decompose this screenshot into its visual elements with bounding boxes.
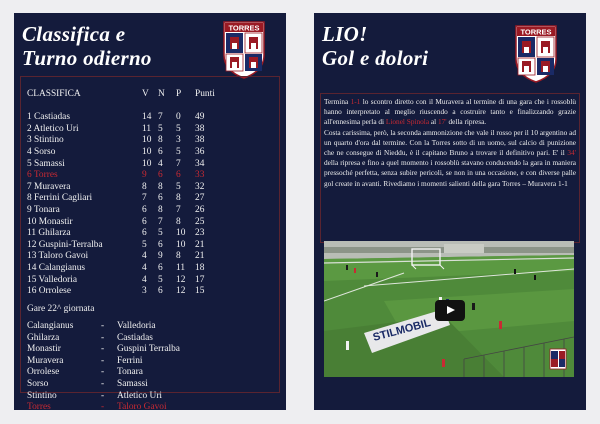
losses: 7: [176, 158, 181, 169]
home-team: Monastir: [27, 344, 61, 355]
list-item: [27, 333, 275, 344]
draws: 5: [158, 274, 163, 285]
page-title: [22, 22, 152, 70]
points: 23: [195, 228, 205, 239]
table-row: [27, 205, 275, 216]
team-name: 3 Stintino: [27, 135, 64, 146]
header-wins: V: [142, 89, 149, 99]
away-team: Atletico Uri: [117, 390, 163, 401]
standings-header: [27, 89, 275, 100]
match-separator: -: [101, 379, 105, 389]
team-name: 10 Monastir: [27, 216, 73, 227]
highlights-video[interactable]: [324, 241, 574, 377]
wins: 10: [142, 147, 152, 157]
article-text: [324, 97, 576, 189]
article-text-segment: al: [429, 117, 438, 127]
losses: 5: [176, 123, 181, 134]
round-label: [27, 304, 275, 315]
article-text-segment: Costa carissima, però, la seconda ammonizione che vale il rosso per il 10 argentino ad un quarto d'ora dal termine. Con la Torres sotto di un uomo, sul calcio di punizione che ne consegue di Nieddu, è il capitano Bruno a trovare il definitivo pari. E' il: [324, 127, 576, 158]
table-row: [27, 228, 275, 239]
wins: 10: [142, 158, 152, 169]
logo-text: TORRES: [520, 27, 552, 37]
losses: 6: [176, 170, 181, 181]
wins: 7: [142, 193, 147, 204]
points: 21: [195, 251, 205, 262]
wins: 14: [142, 112, 152, 123]
draws: 7: [158, 112, 163, 123]
title-line-2: Gol e dolori: [322, 46, 429, 70]
draws: 6: [158, 239, 163, 250]
points: 15: [195, 286, 205, 297]
standings-box: [20, 76, 280, 410]
away-team: Guspini Terralba: [117, 344, 180, 355]
logo-text: TORRES: [228, 23, 260, 33]
header-losses: P: [176, 89, 182, 99]
table-row: [27, 275, 275, 286]
table-row: [27, 112, 275, 123]
table-row: [27, 182, 275, 193]
round-title: Gare 22^ giornata: [27, 303, 95, 314]
scorer-name: Lionel Spinola: [385, 117, 430, 127]
article-text-segment: della ripresa e fino a quel momento i rossoblù stavano conducendo la gara in maniera pressoché perfetta, senza subire pericoli, se non in una occasione, e con diverse palle gol create in avanti. Rivediamo i momenti salienti della gara Torres – Muravera 1-1: [324, 158, 576, 188]
article-text-segment: lo scontro diretto con il Muravera al termine di una gara che i rossoblù hanno interpretato al meglio riuscendo a costruire tanto e finalizzando grazie all'ennesima perla di: [324, 97, 576, 127]
home-team: Calangianus: [27, 321, 74, 331]
header-team: CLASSIFICA: [27, 89, 81, 99]
article-title: [322, 22, 428, 70]
table-row: [27, 170, 275, 181]
team-name: 6 Torres: [27, 170, 58, 181]
standings-panel: [14, 13, 286, 410]
list-item: [27, 367, 275, 378]
losses: 8: [176, 251, 181, 262]
wins: 6: [142, 205, 147, 215]
wins: 4: [142, 251, 147, 262]
table-row: [27, 135, 275, 146]
points: 49: [195, 112, 205, 123]
header-points: Punti: [195, 89, 215, 99]
home-team: Orrolese: [27, 367, 60, 378]
losses: 8: [176, 216, 181, 227]
points: 32: [195, 181, 205, 192]
team-name: 1 Castiadas: [27, 112, 70, 123]
team-name: 5 Samassi: [27, 158, 65, 169]
table-row: [27, 124, 275, 135]
home-team: Ghilarza: [27, 332, 60, 343]
table-row: [27, 240, 275, 251]
list-item: [27, 402, 275, 410]
draws: 9: [158, 251, 163, 262]
losses: 11: [176, 263, 186, 273]
team-name: 7 Muravera: [27, 181, 71, 192]
draws: 4: [158, 158, 163, 169]
match-score: 1-1: [350, 97, 361, 106]
losses: 12: [176, 286, 186, 297]
team-name: 8 Ferrini Cagliari: [27, 193, 93, 204]
points: 38: [195, 135, 205, 146]
match-separator: -: [101, 390, 105, 401]
points: 33: [195, 170, 205, 181]
points: 25: [195, 216, 205, 227]
header-draws: N: [158, 89, 165, 99]
goal-minute: 34': [567, 148, 576, 158]
match-separator: -: [101, 321, 105, 331]
torres-logo-icon: [550, 349, 566, 369]
table-row: [27, 251, 275, 262]
points: 26: [195, 205, 205, 215]
draws: 6: [158, 263, 163, 273]
losses: 0: [176, 112, 181, 123]
team-name: 15 Valledoria: [27, 274, 78, 285]
team-name: 9 Tonara: [27, 205, 60, 215]
losses: 7: [176, 205, 181, 215]
match-separator: -: [101, 355, 105, 366]
table-row: [27, 147, 275, 158]
losses: 5: [176, 147, 181, 157]
title-line-1: Classifica e: [22, 22, 126, 46]
draws: 5: [158, 123, 163, 134]
wins: 10: [142, 135, 152, 146]
wins: 9: [142, 170, 147, 181]
article-text-segment: Termina: [324, 97, 351, 106]
team-name: 13 Taloro Gavoi: [27, 251, 89, 262]
torres-logo-icon: [222, 21, 266, 79]
team-name: 4 Sorso: [27, 147, 56, 157]
table-row: [27, 193, 275, 204]
away-team: Taloro Gavoi: [117, 402, 167, 410]
wins: 6: [142, 228, 147, 239]
table-row: [27, 286, 275, 297]
wins: 4: [142, 274, 147, 285]
points: 34: [195, 158, 205, 169]
banner-text: STILMOBIL: [371, 316, 433, 344]
home-team: Torres: [27, 402, 51, 410]
wins: 8: [142, 181, 147, 192]
match-separator: -: [101, 332, 105, 343]
article-text-segment: della ripresa.: [446, 117, 487, 127]
losses: 10: [176, 228, 186, 239]
title-line-2: Turno odierno: [22, 46, 152, 70]
home-team: Muravera: [27, 355, 64, 366]
wins: 3: [142, 286, 147, 297]
list-item: [27, 379, 275, 390]
table-row: [27, 263, 275, 274]
wins: 6: [142, 216, 147, 227]
team-name: 12 Guspini-Terralba: [27, 239, 103, 250]
draws: 8: [158, 135, 163, 146]
home-team: Sorso: [27, 379, 49, 389]
away-team: Tonara: [117, 367, 143, 378]
match-separator: -: [101, 367, 105, 378]
match-separator: -: [101, 402, 105, 410]
title-line-1: LIO!: [322, 22, 368, 46]
losses: 10: [176, 239, 186, 250]
points: 21: [195, 239, 205, 250]
draws: 8: [158, 181, 163, 192]
points: 17: [195, 274, 205, 285]
points: 18: [195, 263, 205, 273]
draws: 7: [158, 216, 163, 227]
article-box: [320, 93, 580, 243]
wins: 11: [142, 123, 152, 134]
draws: 8: [158, 205, 163, 215]
draws: 6: [158, 170, 163, 181]
losses: 5: [176, 181, 181, 192]
draws: 6: [158, 286, 163, 297]
play-button[interactable]: [435, 300, 465, 321]
away-team: Valledoria: [117, 321, 156, 331]
points: 38: [195, 123, 205, 134]
draws: 6: [158, 147, 163, 157]
list-item: [27, 356, 275, 367]
goal-minute: 17': [438, 117, 447, 127]
wins: 4: [142, 263, 147, 273]
list-item: [27, 391, 275, 402]
team-name: 2 Atletico Uri: [27, 123, 79, 134]
list-item: [27, 344, 275, 355]
losses: 8: [176, 193, 181, 204]
draws: 6: [158, 193, 163, 204]
points: 27: [195, 193, 205, 204]
list-item: [27, 321, 275, 332]
team-name: 14 Calangianus: [27, 263, 86, 273]
match-report-panel: [314, 13, 586, 410]
team-name: 16 Orrolese: [27, 286, 71, 297]
away-team: Samassi: [117, 379, 148, 389]
table-row: [27, 217, 275, 228]
away-team: Castiadas: [117, 332, 153, 343]
home-team: Stintino: [27, 390, 57, 401]
table-row: [27, 159, 275, 170]
points: 36: [195, 147, 205, 157]
draws: 5: [158, 228, 163, 239]
team-name: 11 Ghilarza: [27, 228, 71, 239]
wins: 5: [142, 239, 147, 250]
losses: 12: [176, 274, 186, 285]
torres-logo-icon: [514, 25, 558, 83]
losses: 3: [176, 135, 181, 146]
match-separator: -: [101, 344, 105, 355]
away-team: Ferrini: [117, 355, 143, 366]
